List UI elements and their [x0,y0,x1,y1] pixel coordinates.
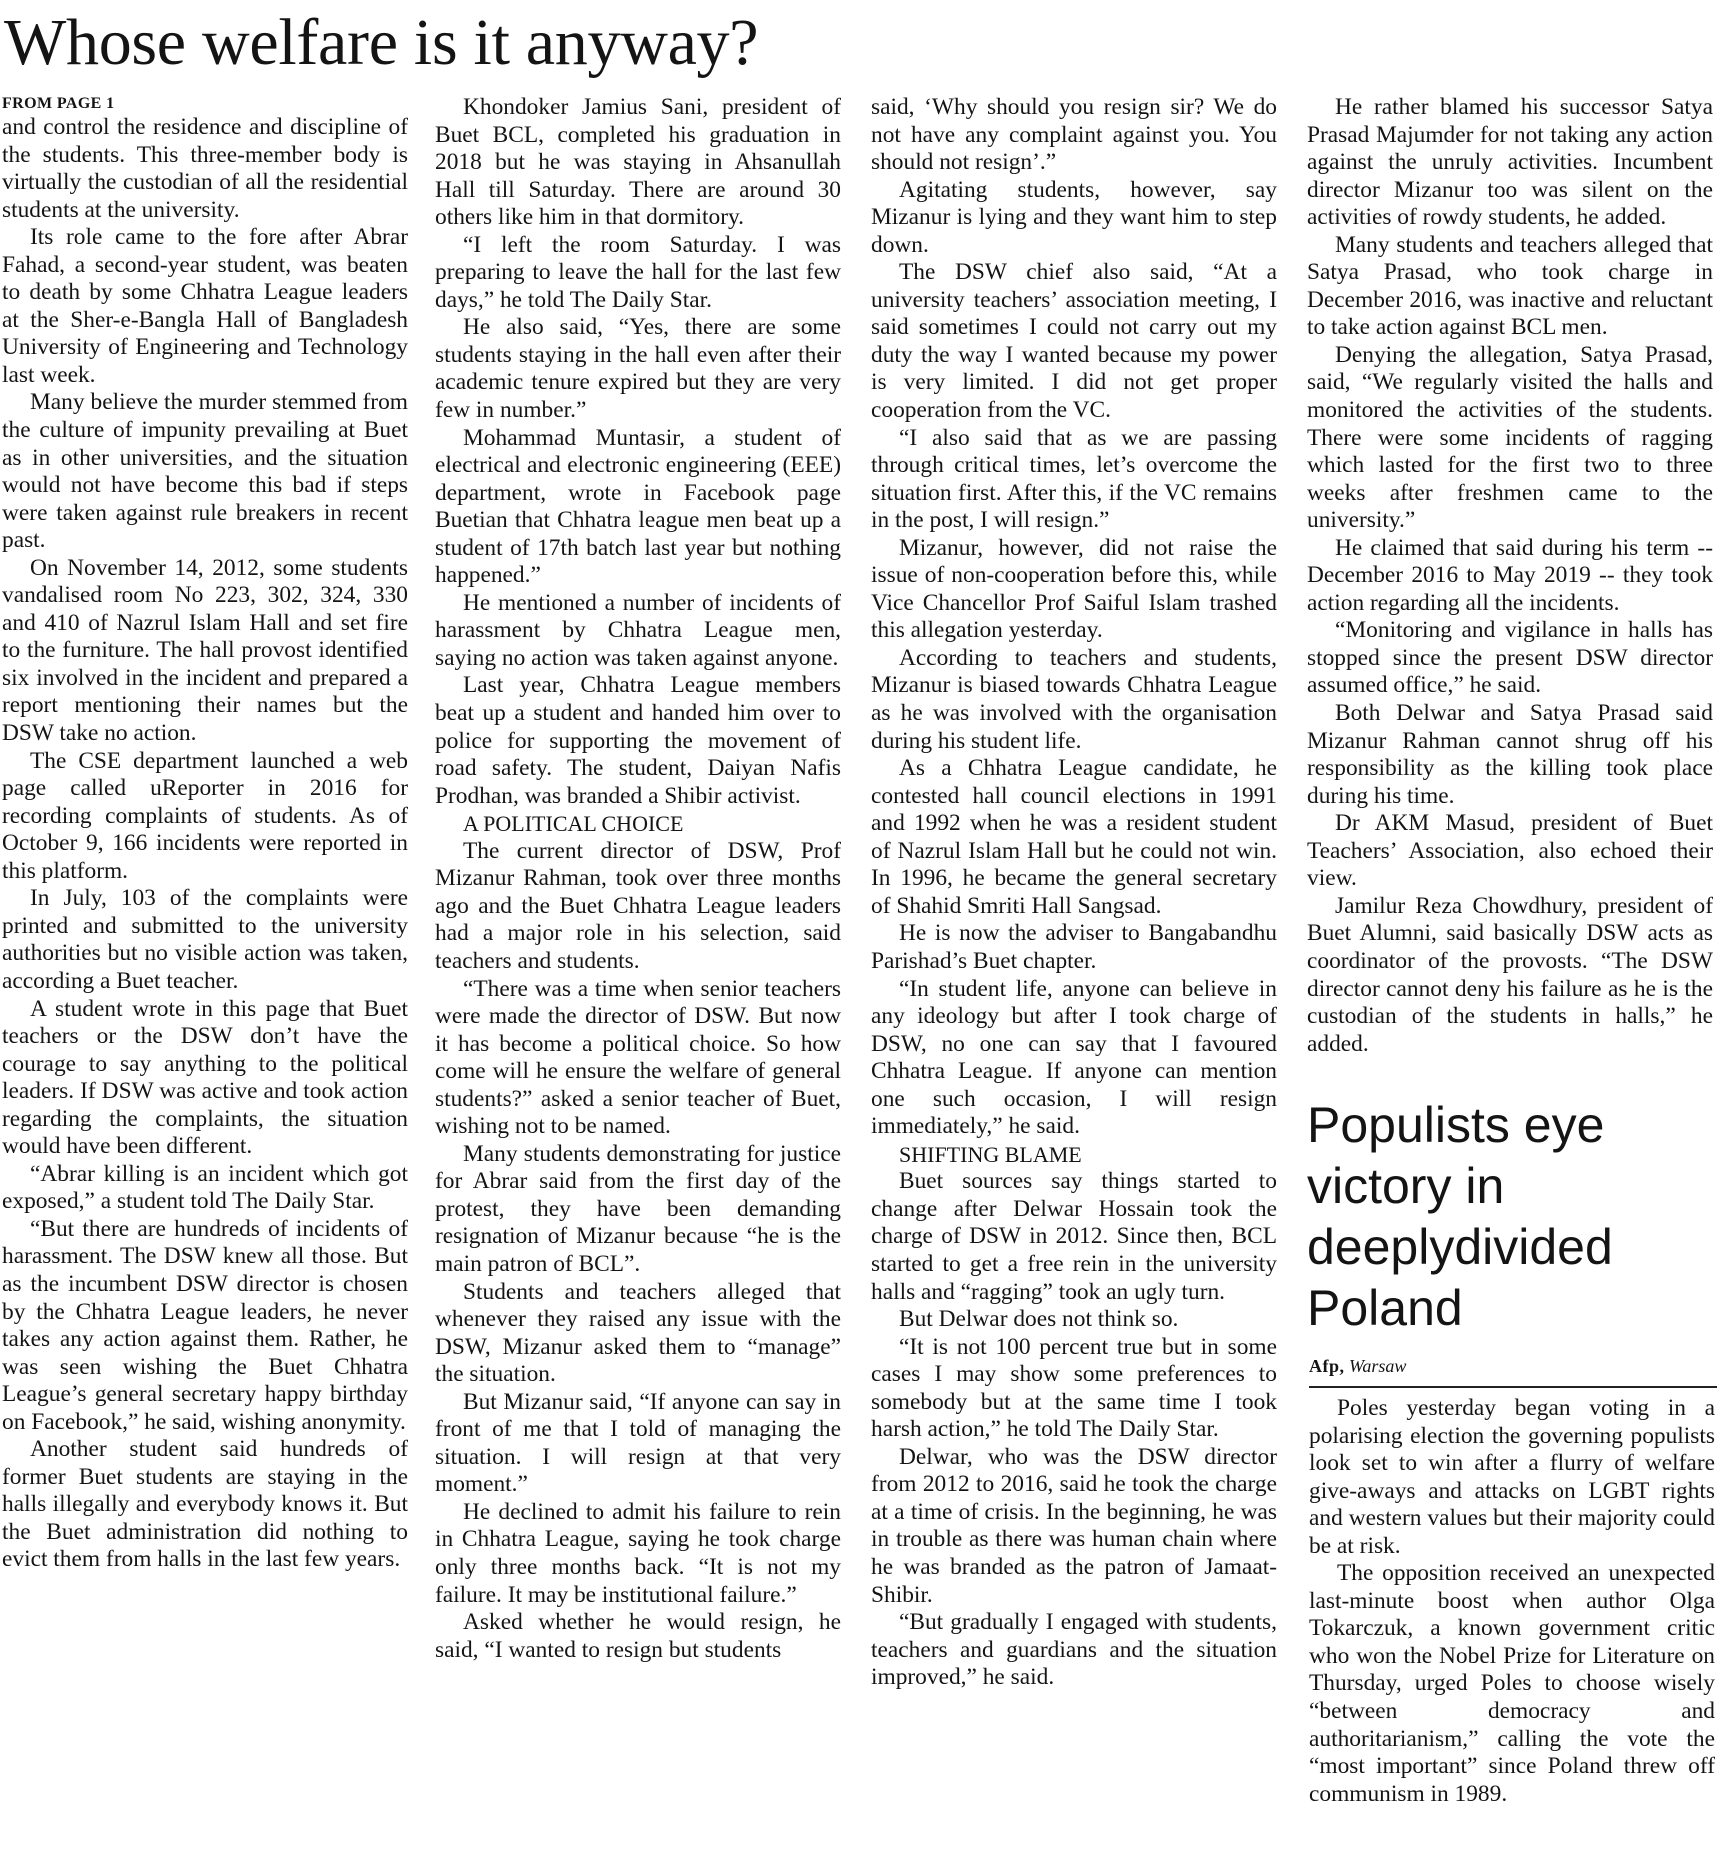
paragraph: The DSW chief also said, “At a university teachers’ association meeting, I said sometimes I could not carry out my duty the way I wanted because my power is very limited. I did not get proper cooperation from the VC. [871,259,1277,424]
byline [1309,1355,1406,1377]
paragraph: Another student said hundreds of former Buet students are staying in the halls illegally and everybody knows it. But the Buet administration did nothing to evict them from halls in the last few years. [2,1436,408,1573]
paragraph: Many students and teachers alleged that Satya Prasad, who took charge in December 2016, was inactive and reluctant to take action against BCL men. [1307,231,1713,341]
paragraph: said, ‘Why should you resign sir? We do not have any complaint against you. You should not resign’.” [871,94,1277,176]
paragraph: He claimed that said during his term -- December 2016 to May 2019 -- they took action regarding all the incidents. [1307,534,1713,616]
paragraph: “I also said that as we are passing through critical times, let’s overcome the situation first. After this, if the VC remains in the post, I will resign.” [871,424,1277,534]
story2-body [1309,1395,1715,1855]
paragraph: “There was a time when senior teachers were made the director of DSW. But now it has become a political choice. So how come will he ensure the welfare of general students?” asked a senior teacher of Buet, wishing not to be named. [435,975,841,1140]
paragraph: Agitating students, however, say Mizanur is lying and they want him to step down. [871,176,1277,258]
paragraph: Many believe the murder stemmed from the culture of impunity prevailing at Buet as in other universities, and the situation would not have become this bad if steps were taken against rule breakers in recent past. [2,389,408,554]
paragraph: Mizanur, however, did not raise the issue of non-cooperation before this, while Vice Chancellor Prof Saiful Islam trashed this allegation yesterday. [871,534,1277,644]
paragraph: The opposition received an unexpected last-minute boost when author Olga Tokarczuk, a known government critic who won the Nobel Prize for Literature on Thursday, urged Poles to choose wisely “between democracy and authoritarianism,” calling the vote the “most important” since Poland threw off communism in 1989. [1309,1560,1715,1807]
article-column-4 [1307,94,1713,1084]
paragraph: “But there are hundreds of incidents of harassment. The DSW knew all those. But as the incumbent DSW director is chosen by the Chhatra League leaders, he never takes any action against them. Rather, he was seen wishing the Buet Chhatra League’s general secretary happy birthday on Facebook,” he said, wishing anonymity. [2,1215,408,1435]
paragraph: He mentioned a number of incidents of harassment by Chhatra League men, saying no action was taken against anyone. [435,589,841,671]
paragraph: Buet sources say things started to change after Delwar Hossain took the charge of DSW in 2012. Since then, BCL started to get a free rein in the university halls and “ragging” took an ugly turn. [871,1168,1277,1305]
paragraph: “Abrar killing is an incident which got exposed,” a student told The Daily Star. [2,1160,408,1215]
section-subhead: A POLITICAL CHOICE [463,811,684,837]
paragraph: According to teachers and students, Mizanur is biased towards Chhatra League as he was involved with the organisation during his student life. [871,644,1277,754]
byline-place: Warsaw [1349,1356,1407,1376]
paragraph: He also said, “Yes, there are some students staying in the hall even after their academic tenure expired but they are very few in number.” [435,314,841,424]
paragraph: “In student life, anyone can believe in any ideology but after I took charge of DSW, no one can say that I favoured Chhatra League. If anyone can mention one such occasion, I will resign immediately,” he said. [871,975,1277,1140]
paragraph: As a Chhatra League candidate, he contested hall council elections in 1991 and 1992 when he was a resident student of Nazrul Islam Hall but he could not win. In 1996, he became the general secretary of Shahid Smriti Hall Sangsad. [871,755,1277,919]
paragraph: Its role came to the fore after Abrar Fahad, a second-year student, was beaten to death by some Chhatra League leaders at the Sher-e-Bangla Hall of Bangladesh University of Engineering and Technology last week. [2,224,408,388]
paragraph: Khondoker Jamius Sani, president of Buet BCL, completed his graduation in 2018 but he was staying in Ahsanullah Hall till Saturday. There are around 30 others like him in that dormitory. [435,94,841,231]
page-title: Whose welfare is it anyway? [4,6,759,79]
paragraph: But Delwar does not think so. [899,1306,1179,1333]
paragraph: Mohammad Muntasir, a student of electrical and electronic engineering (EEE) department, wrote in Facebook page Buetian that Chhatra league men beat up a student of 17th batch last year but nothing happened.” [435,424,841,589]
paragraph: “It is not 100 percent true but in some cases I may show some preferences to somebody but at the same time I took harsh action,” he told The Daily Star. [871,1333,1277,1443]
story2-headline: Populists eye victory in deeplydivided Poland [1307,1097,1613,1336]
paragraph: and control the residence and discipline of the students. This three-member body is virtually the custodian of all the residential students at the university. [2,114,408,223]
byline-agency: Afp, [1309,1356,1345,1376]
paragraph: Delwar, who was the DSW director from 2012 to 2016, said he took the charge at a time of crisis. In the beginning, he was in trouble as there was human chain where he was branded as the patron of Jamaat-Shibir. [871,1443,1277,1608]
continued-from-label: FROM PAGE 1 [2,95,115,112]
paragraph: Dr AKM Masud, president of Buet Teachers’ Association, also echoed their view. [1307,810,1713,892]
paragraph: Jamilur Reza Chowdhury, president of Buet Alumni, said basically DSW acts as coordinator of the provosts. “The DSW director cannot deny his failure as he is the custodian of the students in halls,” he added. [1307,892,1713,1057]
paragraph: “Monitoring and vigilance in halls has stopped since the present DSW director assumed office,” he said. [1307,617,1713,699]
paragraph: But Mizanur said, “If anyone can say in front of me that I told of managing the situation. I will resign at that very moment.” [435,1388,841,1498]
paragraph: Both Delwar and Satya Prasad said Mizanur Rahman cannot shrug off his responsibility as the killing took place during his time. [1307,700,1713,809]
paragraph: Denying the allegation, Satya Prasad, said, “We regularly visited the halls and monitored the activities of the students. There were some incidents of ragging which lasted for the first two to three weeks after freshmen came to the university.” [1307,341,1713,534]
paragraph: In July, 103 of the complaints were printed and submitted to the university authorities but no visible action was taken, according a Buet teacher. [2,885,408,994]
section-subhead: SHIFTING BLAME [899,1141,1082,1167]
paragraph: Asked whether he would resign, he said, “I wanted to resign but students [435,1609,841,1663]
paragraph: Many students demonstrating for justice for Abrar said from the first day of the protest, they have been demanding resignation of Mizanur because “he is the main patron of BCL”. [435,1140,841,1277]
paragraph: A student wrote in this page that Buet teachers or the DSW don’t have the courage to say anything to the political leaders. If DSW was active and took action regarding the complaints, the situation would have been different. [2,995,408,1160]
paragraph: Students and teachers alleged that whenever they raised any issue with the DSW, Mizanur asked them to “manage” the situation. [435,1278,841,1388]
paragraph: He is now the adviser to Bangabandhu Parishad’s Buet chapter. [871,920,1277,974]
paragraph: The current director of DSW, Prof Mizanur Rahman, took over three months ago and the Buet Chhatra League leaders had a major role in his selection, said teachers and students. [435,837,841,974]
paragraph: The CSE department launched a web page called uReporter in 2016 for recording complaints of students. As of October 9, 166 incidents were reported in this platform. [2,747,408,884]
divider [1309,1386,1717,1388]
article-column-1 [2,94,408,1854]
paragraph: “I left the room Saturday. I was preparing to leave the hall for the last few days,” he told The Daily Star. [435,231,841,313]
paragraph: On November 14, 2012, some students vandalised room No 223, 302, 324, 330 and 410 of Nazrul Islam Hall and set fire to the furniture. The hall provost identified six involved in the incident and prepared a report mentioning their names but the DSW take no action. [2,554,408,747]
paragraph: He declined to admit his failure to rein in Chhatra League, saying he took charge only three months back. “It is not my failure. It may be institutional failure.” [435,1498,841,1608]
paragraph: “But gradually I engaged with students, teachers and guardians and the situation improved,” he said. [871,1609,1277,1691]
article-column-2 [435,94,841,1854]
paragraph: Poles yesterday began voting in a polarising election the governing populists look set to win after a flurry of welfare give-aways and attacks on LGBT rights and western values but their majority could be at risk. [1309,1395,1715,1559]
paragraph: Last year, Chhatra League members beat up a student and handed him over to police for supporting the movement of road safety. The student, Daiyan Nafis Prodhan, was branded a Shibir activist. [435,672,841,809]
paragraph: He rather blamed his successor Satya Prasad Majumder for not taking any action against the unruly activities. Incumbent director Mizanur too was silent on the activities of rowdy students, he added. [1307,94,1713,231]
article-column-3 [871,94,1277,1854]
